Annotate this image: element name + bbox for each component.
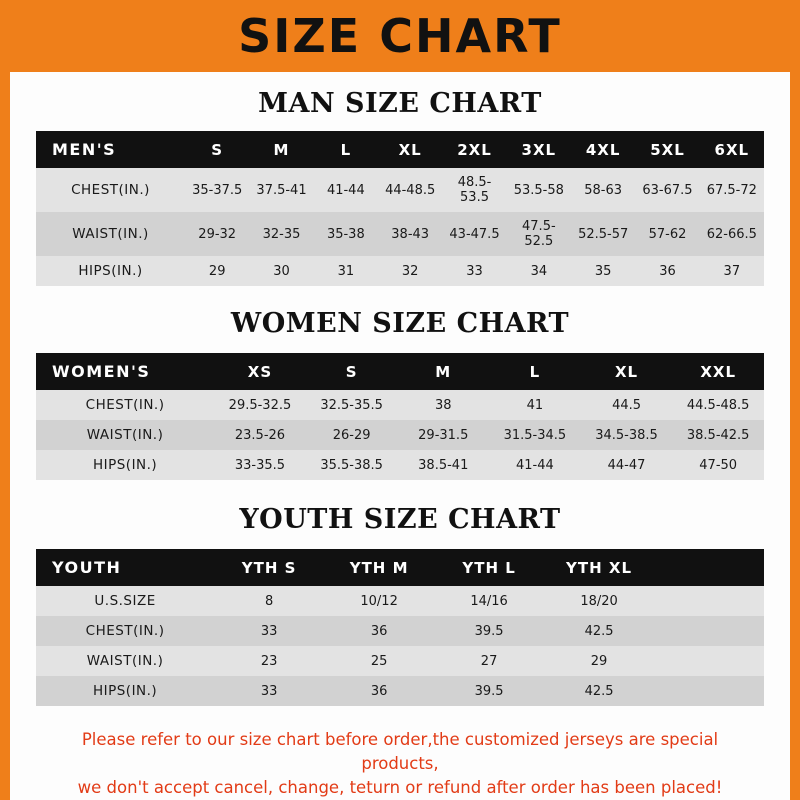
- table-row: [36, 586, 764, 616]
- men-row-1-cell-6: 52.5-57: [571, 212, 635, 256]
- women-row-0-cell-3: 41: [489, 390, 581, 420]
- men-header-cell-8: 5XL: [650, 140, 685, 159]
- men-row-1-cell-2: 35-38: [314, 212, 378, 256]
- men-row-2-cell-5: 34: [507, 256, 571, 286]
- men-row-2-cell-6: 35: [571, 256, 635, 286]
- women-header-cell-3: M: [435, 362, 452, 381]
- women-row-2-cell-1: 35.5-38.5: [306, 450, 398, 480]
- youth-row-2-cell-4: [654, 646, 764, 676]
- women-row-2-cell-3: 41-44: [489, 450, 581, 480]
- women-header-cell-5: XL: [614, 362, 639, 381]
- page-banner: [0, 0, 800, 72]
- men-row-2-cell-7: 36: [635, 256, 699, 286]
- table-row: [36, 256, 764, 286]
- men-header-cell-3: L: [340, 140, 352, 159]
- youth-row-1-label: CHEST(IN.): [36, 616, 214, 646]
- youth-row-1-cell-2: 39.5: [434, 616, 544, 646]
- men-section-title: MAN SIZE CHART: [258, 88, 542, 119]
- men-header-cell-5: 2XL: [457, 140, 492, 159]
- table-row: [36, 616, 764, 646]
- women-header-cell-0: WOMEN'S: [52, 362, 151, 381]
- women-row-0-cell-5: 44.5-48.5: [672, 390, 764, 420]
- men-row-1-cell-7: 57-62: [635, 212, 699, 256]
- women-row-0-label: CHEST(IN.): [36, 390, 214, 420]
- men-header-cell-9: 6XL: [714, 140, 750, 159]
- youth-row-0-cell-1: 10/12: [324, 586, 434, 616]
- women-row-2-label: HIPS(IN.): [36, 450, 214, 480]
- men-row-0-cell-7: 63-67.5: [635, 168, 699, 212]
- women-header-cell-6: XXL: [700, 362, 737, 381]
- youth-row-3-cell-4: [654, 676, 764, 706]
- youth-row-0-label: U.S.SIZE: [36, 586, 214, 616]
- youth-row-0-cell-0: 8: [214, 586, 324, 616]
- youth-table-header-row: [36, 549, 764, 586]
- women-row-1-cell-0: 23.5-26: [214, 420, 306, 450]
- youth-row-1-cell-0: 33: [214, 616, 324, 646]
- youth-header-cell-2: YTH M: [349, 558, 409, 577]
- women-row-1-cell-4: 34.5-38.5: [581, 420, 673, 450]
- policy-note-line-2: we don't accept cancel, change, teturn or refund after order has been placed!: [77, 777, 723, 797]
- youth-header-cell-0: YOUTH: [52, 558, 122, 577]
- men-row-0-cell-2: 41-44: [314, 168, 378, 212]
- table-row: [36, 450, 764, 480]
- men-header-cell-4: XL: [398, 140, 422, 159]
- youth-header-cell-1: YTH S: [241, 558, 297, 577]
- table-row: [36, 646, 764, 676]
- table-row: [36, 676, 764, 706]
- men-header-cell-7: 4XL: [585, 140, 621, 159]
- men-header-cell-6: 3XL: [521, 140, 557, 159]
- table-row: [36, 390, 764, 420]
- youth-row-0-cell-4: [654, 586, 764, 616]
- men-row-2-cell-4: 33: [442, 256, 506, 286]
- women-size-table: [36, 353, 764, 480]
- youth-row-2-cell-0: 23: [214, 646, 324, 676]
- men-row-2-cell-3: 32: [378, 256, 442, 286]
- men-row-1-cell-8: 62-66.5: [700, 212, 764, 256]
- men-row-2-cell-0: 29: [185, 256, 249, 286]
- table-row: [36, 168, 764, 212]
- youth-row-0-cell-2: 14/16: [434, 586, 544, 616]
- men-row-1-cell-5: 47.5-52.5: [507, 212, 571, 256]
- men-header-cell-2: M: [273, 140, 290, 159]
- youth-row-3-cell-0: 33: [214, 676, 324, 706]
- women-row-0-cell-1: 32.5-35.5: [306, 390, 398, 420]
- women-row-2-cell-0: 33-35.5: [214, 450, 306, 480]
- men-row-2-cell-8: 37: [700, 256, 764, 286]
- men-row-0-cell-3: 44-48.5: [378, 168, 442, 212]
- women-row-1-label: WAIST(IN.): [36, 420, 214, 450]
- men-row-2-cell-2: 31: [314, 256, 378, 286]
- men-header-cell-1: S: [211, 140, 224, 159]
- men-row-2-label: HIPS(IN.): [36, 256, 185, 286]
- men-row-0-cell-0: 35-37.5: [185, 168, 249, 212]
- youth-row-1-cell-4: [654, 616, 764, 646]
- youth-row-1-cell-1: 36: [324, 616, 434, 646]
- youth-header-cell-3: YTH L: [462, 558, 516, 577]
- women-row-0-cell-2: 38: [397, 390, 489, 420]
- women-row-1-cell-2: 29-31.5: [397, 420, 489, 450]
- youth-row-3-cell-3: 42.5: [544, 676, 654, 706]
- youth-row-3-cell-2: 39.5: [434, 676, 544, 706]
- women-table-header-row: [36, 353, 764, 390]
- youth-section-title: YOUTH SIZE CHART: [239, 504, 561, 535]
- men-row-1-cell-1: 32-35: [249, 212, 313, 256]
- men-row-0-cell-6: 58-63: [571, 168, 635, 212]
- youth-row-3-label: HIPS(IN.): [36, 676, 214, 706]
- youth-row-3-cell-1: 36: [324, 676, 434, 706]
- table-row: [36, 420, 764, 450]
- chart-content: [10, 88, 790, 800]
- youth-header-cell-5: [654, 549, 764, 586]
- youth-row-2-label: WAIST(IN.): [36, 646, 214, 676]
- women-header-cell-1: XS: [247, 362, 273, 381]
- women-row-0-cell-0: 29.5-32.5: [214, 390, 306, 420]
- women-row-2-cell-5: 47-50: [672, 450, 764, 480]
- men-row-0-cell-8: 67.5-72: [700, 168, 764, 212]
- men-row-0-cell-5: 53.5-58: [507, 168, 571, 212]
- men-table-header-row: [36, 131, 764, 168]
- men-row-0-cell-1: 37.5-41: [249, 168, 313, 212]
- women-header-cell-2: S: [345, 362, 358, 381]
- youth-row-0-cell-3: 18/20: [544, 586, 654, 616]
- women-row-1-cell-5: 38.5-42.5: [672, 420, 764, 450]
- men-size-table: [36, 131, 764, 286]
- men-row-1-cell-3: 38-43: [378, 212, 442, 256]
- men-row-0-cell-4: 48.5-53.5: [442, 168, 506, 212]
- youth-row-2-cell-1: 25: [324, 646, 434, 676]
- women-header-cell-4: L: [529, 362, 541, 381]
- youth-row-2-cell-3: 29: [544, 646, 654, 676]
- women-row-1-cell-1: 26-29: [306, 420, 398, 450]
- page-title: SIZE CHART: [238, 9, 562, 63]
- women-row-1-cell-3: 31.5-34.5: [489, 420, 581, 450]
- women-section-title: WOMEN SIZE CHART: [230, 308, 570, 339]
- youth-row-1-cell-3: 42.5: [544, 616, 654, 646]
- men-header-cell-0: MEN'S: [52, 140, 117, 159]
- youth-size-table: [36, 549, 764, 706]
- men-row-2-cell-1: 30: [249, 256, 313, 286]
- policy-note-line-1: Please refer to our size chart before order,the customized jerseys are special products,: [81, 730, 719, 773]
- women-row-2-cell-4: 44-47: [581, 450, 673, 480]
- men-row-0-label: CHEST(IN.): [36, 168, 185, 212]
- men-row-1-cell-0: 29-32: [185, 212, 249, 256]
- youth-header-cell-4: YTH XL: [566, 558, 633, 577]
- policy-note: [36, 728, 764, 800]
- women-row-0-cell-4: 44.5: [581, 390, 673, 420]
- youth-row-2-cell-2: 27: [434, 646, 544, 676]
- men-row-1-label: WAIST(IN.): [36, 212, 185, 256]
- women-row-2-cell-2: 38.5-41: [397, 450, 489, 480]
- men-row-1-cell-4: 43-47.5: [442, 212, 506, 256]
- table-row: [36, 212, 764, 256]
